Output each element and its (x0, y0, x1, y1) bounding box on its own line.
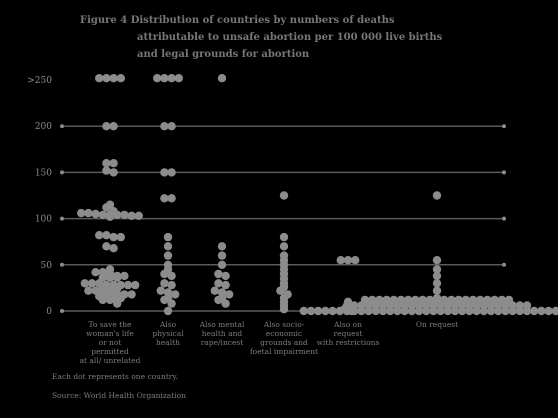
data-dot (351, 256, 359, 264)
data-dot (95, 231, 103, 239)
tick-mark (502, 263, 506, 267)
data-dot (117, 74, 125, 82)
data-dot (160, 168, 168, 176)
data-dot (117, 233, 125, 241)
chart-title (80, 15, 443, 60)
data-dot (433, 294, 441, 302)
data-dot (167, 168, 175, 176)
data-dot (221, 281, 229, 289)
data-dots (77, 74, 558, 315)
data-dot (336, 307, 344, 315)
category-label-line: Also (159, 320, 177, 329)
data-dot (283, 290, 291, 298)
data-dot (153, 74, 161, 82)
tick-mark (60, 124, 64, 128)
data-dot (469, 296, 477, 304)
data-dot (102, 231, 110, 239)
data-dot (167, 122, 175, 130)
data-dot (343, 301, 351, 309)
data-dot (328, 307, 336, 315)
y-tick-label: 200 (34, 122, 52, 133)
data-dot (164, 307, 172, 315)
data-dot (109, 159, 117, 167)
title-line-2: attributable to unsafe abortion per 100 000 live births (137, 32, 443, 43)
data-dot (102, 166, 110, 174)
data-dot (109, 281, 117, 289)
category-label-line: or not (98, 338, 122, 347)
data-dot (167, 74, 175, 82)
data-dot (411, 296, 419, 304)
y-tick-label: >250 (27, 76, 52, 86)
data-dot (160, 279, 168, 287)
title-line-1: Figure 4 Distribution of countries by numbers of deaths (80, 15, 395, 26)
tick-mark (60, 170, 64, 174)
category-label-line: with restrictions (316, 338, 380, 347)
data-dot (211, 287, 219, 295)
data-dot (505, 296, 513, 304)
y-tick-label: 50 (40, 260, 52, 271)
data-dot (476, 296, 484, 304)
category-label-line: woman's life (86, 329, 134, 338)
data-dot (135, 212, 143, 220)
data-dot (102, 159, 110, 167)
data-dot (91, 268, 99, 276)
category-label-line: health and (201, 329, 243, 338)
data-dot (109, 168, 117, 176)
category-label-line: economic (265, 329, 303, 338)
data-dot (164, 288, 172, 296)
data-dot (523, 301, 531, 309)
data-dot (77, 209, 85, 217)
data-dot (167, 194, 175, 202)
data-dot (433, 265, 441, 273)
data-dot (300, 307, 308, 315)
data-dot (164, 251, 172, 259)
y-tick-label: 0 (46, 307, 52, 317)
data-dot (157, 287, 165, 295)
tick-mark (60, 217, 64, 221)
data-dot (127, 212, 135, 220)
data-dot (404, 296, 412, 304)
data-dot (124, 281, 132, 289)
data-dot (280, 233, 288, 241)
data-dot (490, 296, 498, 304)
data-dot (127, 290, 135, 298)
data-dot (102, 281, 110, 289)
data-dot (164, 233, 172, 241)
category-label-line: foetal impairment (249, 347, 319, 356)
data-dot (280, 191, 288, 199)
data-dot (214, 270, 222, 278)
data-dot (81, 279, 89, 287)
data-dot (160, 74, 168, 82)
data-dot (109, 233, 117, 241)
category-label-line: To save the (88, 320, 132, 329)
data-dot (99, 268, 107, 276)
data-dot (167, 281, 175, 289)
data-dot (433, 256, 441, 264)
data-dot (344, 256, 352, 264)
data-dot (307, 307, 315, 315)
data-dot (171, 290, 179, 298)
category-label-line: permitted (91, 347, 129, 356)
data-dot (109, 74, 117, 82)
data-dot (433, 287, 441, 295)
data-dot (530, 307, 538, 315)
data-dot (84, 287, 92, 295)
data-dot (397, 296, 405, 304)
data-dot (337, 256, 345, 264)
data-dot (280, 251, 288, 259)
data-dot (552, 307, 558, 315)
y-axis-ticks (27, 76, 52, 317)
data-dot (106, 201, 114, 209)
data-dot (106, 265, 114, 273)
data-dot (516, 301, 524, 309)
data-dot (91, 210, 99, 218)
category-label-line: physical (152, 329, 184, 338)
data-dot (109, 122, 117, 130)
data-dot (164, 242, 172, 250)
data-dot (544, 307, 552, 315)
tick-mark (60, 263, 64, 267)
category-label-line: request (333, 329, 363, 338)
category-label-line: Also on (334, 320, 362, 329)
data-dot (361, 296, 369, 304)
data-dot (88, 279, 96, 287)
data-dot (102, 122, 110, 130)
data-dot (225, 290, 233, 298)
data-dot (218, 251, 226, 259)
category-label-line: rape/incest (200, 338, 244, 347)
data-dot (102, 242, 110, 250)
data-dot (418, 296, 426, 304)
category-label-line: Also socio- (263, 320, 305, 329)
category-label-line: health (156, 338, 180, 347)
data-dot (375, 296, 383, 304)
data-dot (440, 296, 448, 304)
data-dot (218, 261, 226, 269)
footnote-dots: Each dot represents one country. (52, 372, 179, 381)
data-dot (218, 74, 226, 82)
data-dot (131, 281, 139, 289)
data-dot (120, 211, 128, 219)
data-dot (113, 272, 121, 280)
data-dot (164, 261, 172, 269)
data-dot (160, 194, 168, 202)
data-dot (368, 296, 376, 304)
data-dot (321, 307, 329, 315)
data-dot (382, 296, 390, 304)
data-dot (175, 74, 183, 82)
category-label-line: Also mental (199, 320, 245, 329)
footnotes (52, 372, 186, 400)
data-dot (280, 242, 288, 250)
data-dot (350, 301, 358, 309)
data-dot (218, 242, 226, 250)
title-line-3: and legal grounds for abortion (137, 49, 310, 60)
data-dot (99, 211, 107, 219)
data-dot (109, 244, 117, 252)
tick-mark (502, 124, 506, 128)
y-tick-label: 150 (34, 168, 52, 179)
data-dot (433, 279, 441, 287)
data-dot (84, 209, 92, 217)
data-dot (454, 296, 462, 304)
category-labels (80, 320, 459, 365)
footnote-source: Source: World Health Organization (52, 391, 186, 400)
data-dot (214, 279, 222, 287)
data-dot (91, 287, 99, 295)
data-dot (117, 281, 125, 289)
data-dot (462, 296, 470, 304)
tick-mark (60, 309, 64, 313)
tick-mark (502, 217, 506, 221)
data-dot (537, 307, 545, 315)
category-label-line: grounds and (260, 338, 308, 347)
tick-mark (502, 170, 506, 174)
data-dot (120, 290, 128, 298)
data-dot (120, 272, 128, 280)
data-dot (221, 272, 229, 280)
data-dot (433, 191, 441, 199)
data-dot (102, 74, 110, 82)
data-dot (447, 296, 455, 304)
data-dot (426, 296, 434, 304)
data-dot (390, 296, 398, 304)
data-dot (314, 307, 322, 315)
data-dot (95, 74, 103, 82)
data-dot (498, 296, 506, 304)
data-dot (483, 296, 491, 304)
category-label-line: On request (415, 320, 459, 329)
data-dot (218, 288, 226, 296)
data-dot (160, 122, 168, 130)
y-tick-label: 100 (34, 214, 52, 225)
category-label-line: at all/ unrelated (79, 356, 141, 365)
